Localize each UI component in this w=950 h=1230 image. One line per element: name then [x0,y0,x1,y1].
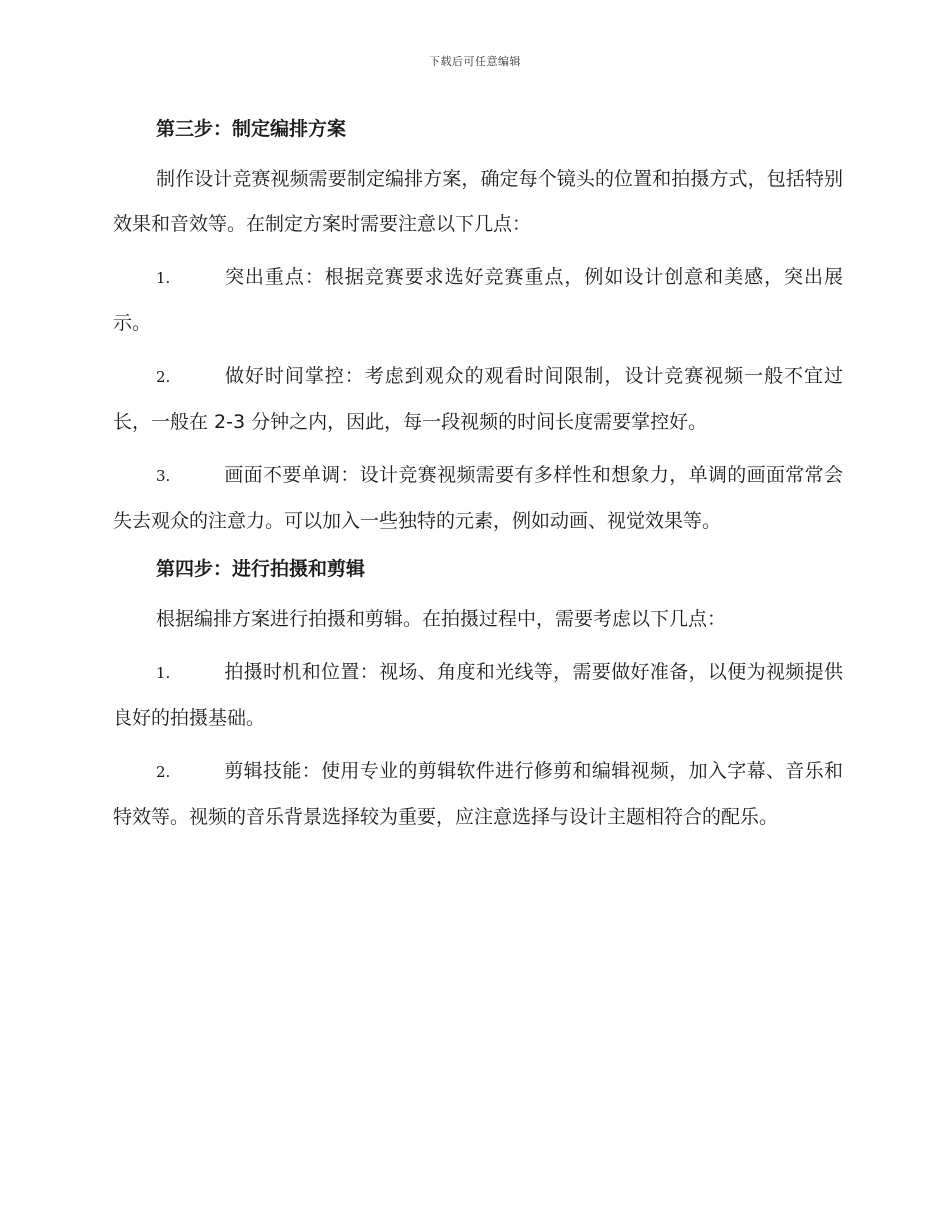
list-number: 2. [156,763,171,781]
list-item-text: 画面不要单调：设计竞赛视频需要有多样性和想象力，单调的画面常常会失去观众的注意力。可以加入一些独特的元素，例如动画、视觉效果等。 [113,464,843,532]
list-item-text: 剪辑技能：使用专业的剪辑软件进行修剪和编辑视频，加入字幕、音乐和特效等。视频的音乐背景选择较为重要，应注意选择与设计主题相符合的配乐。 [113,760,843,828]
section-heading-step3: 第三步：制定编排方案 [156,118,347,140]
page-header: 下载后可任意编辑 [429,55,521,68]
section-intro-step4: 根据编排方案进行拍摄和剪辑。在拍摄过程中，需要考虑以下几点： [156,608,727,630]
list-item [113,255,843,346]
section-intro-step3: 制作设计竞赛视频需要制定编排方案，确定每个镜头的位置和拍摄方式，包括特别效果和音效等。在制定方案时需要注意以下几点： [113,168,843,235]
list-number: 3. [156,467,171,485]
list-item-text: 拍摄时机和位置：视场、角度和光线等，需要做好准备，以便为视频提供良好的拍摄基础。 [113,661,843,729]
list-item [113,749,843,840]
list-number: 2. [156,368,171,386]
document-body [113,112,843,840]
list-item-text: 突出重点：根据竞赛要求选好竞赛重点，例如设计创意和美感，突出展示。 [113,266,843,334]
list-item [113,354,843,445]
section-heading-step4: 第四步：进行拍摄和剪辑 [156,558,366,580]
list-number: 1. [156,664,171,682]
list-item-text: 做好时间掌控：考虑到观众的观看时间限制，设计竞赛视频一般不宜过长，一般在 2-3 分钟之内，因此，每一段视频的时间长度需要掌控好。 [113,365,843,433]
list-item [113,453,843,544]
list-item [113,650,843,741]
list-number: 1. [156,269,171,287]
